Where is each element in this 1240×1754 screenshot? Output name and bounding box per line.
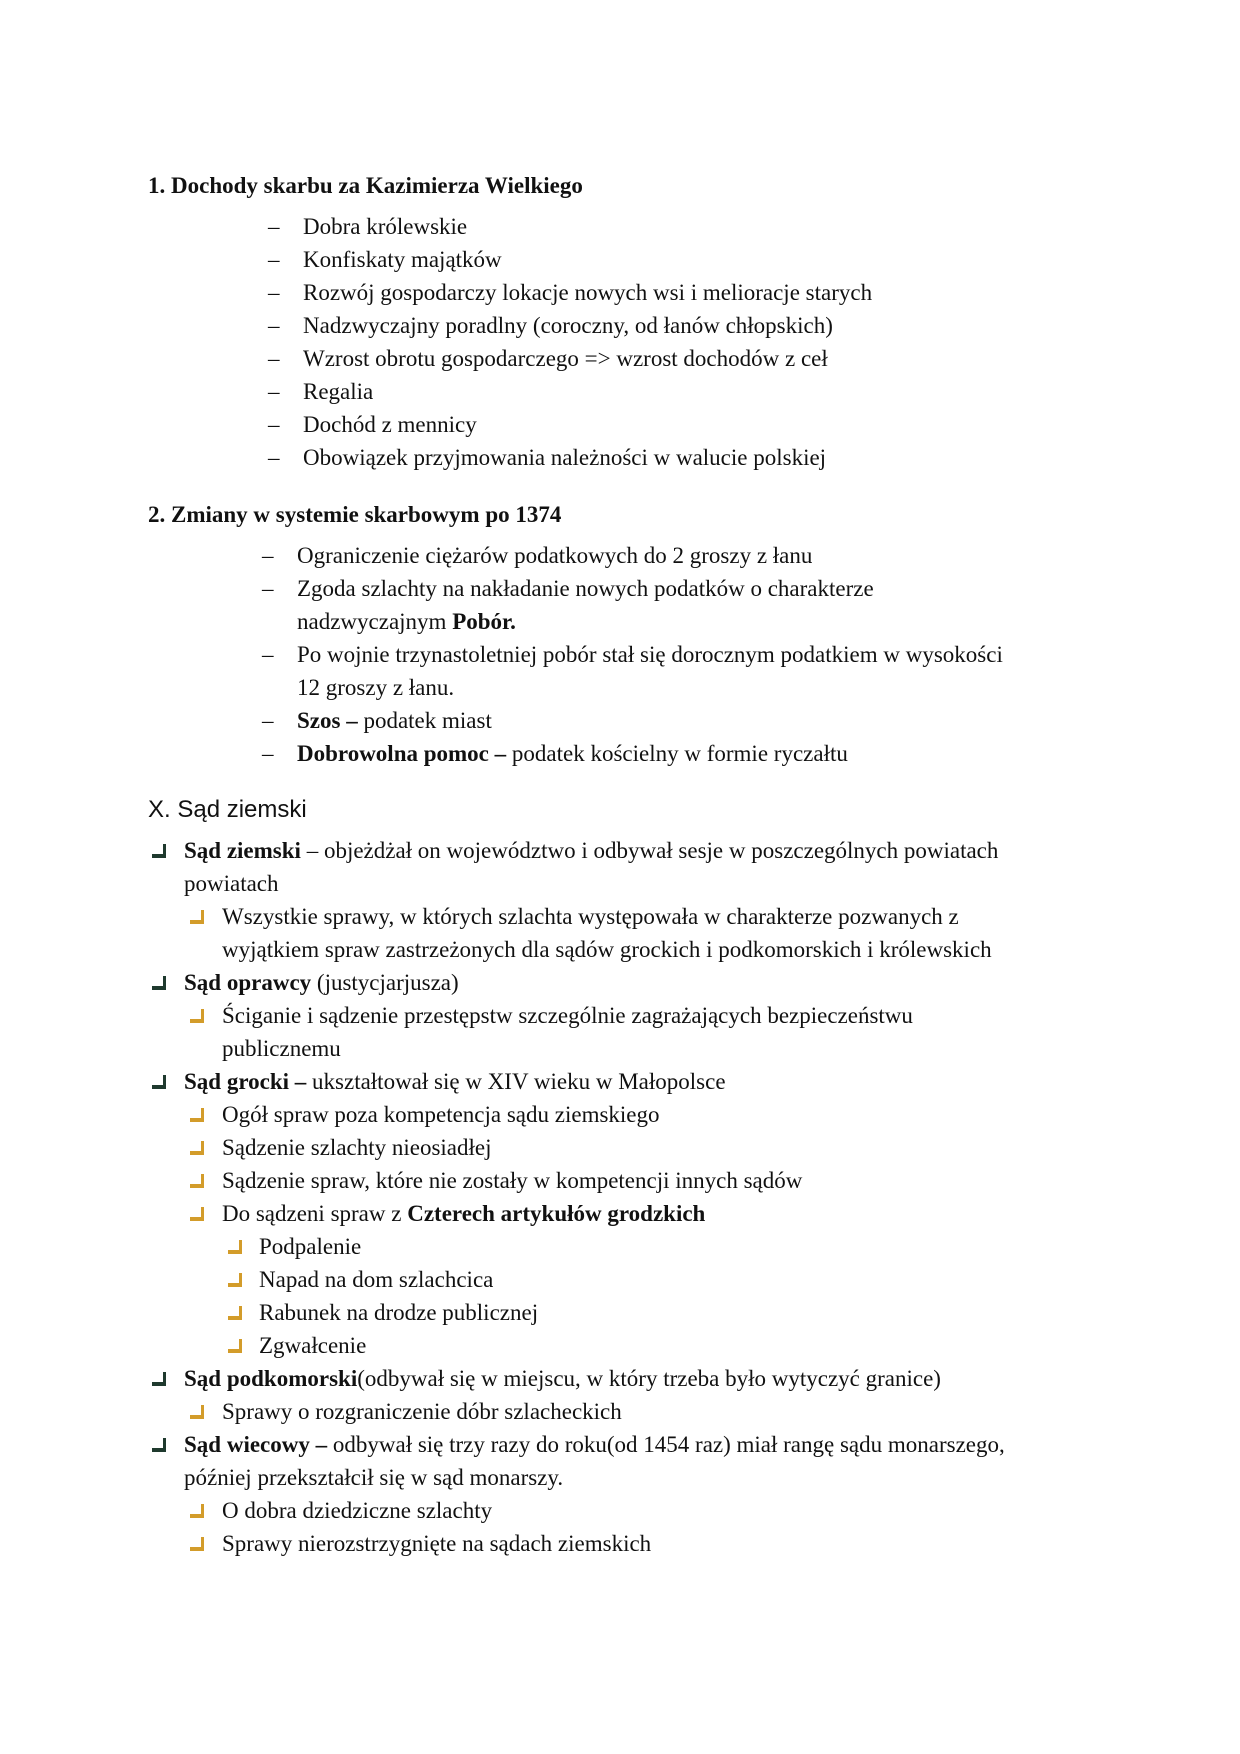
bullet-l2-icon: [190, 1504, 204, 1518]
bullet-l1-icon: [152, 844, 166, 858]
list-item: Napad na dom szlachcica: [259, 1267, 494, 1292]
bullet-l2-icon: [190, 910, 204, 924]
bullet-l3-icon: [228, 1339, 242, 1353]
bullet-l1-icon: [152, 1438, 166, 1452]
list-item: Sąd ziemski – objeżdżał on województwo i odbywał sesje w poszczególnych powiatach: [184, 838, 999, 863]
list-item: Sądzenie szlachty nieosiadłej: [222, 1135, 492, 1160]
bullet-l2-icon: [190, 1207, 204, 1221]
bullet-l2-icon: [190, 1174, 204, 1188]
list-item: Sprawy o rozgraniczenie dóbr szlacheckich: [222, 1399, 622, 1424]
list-item-continuation: publicznemu: [222, 1036, 341, 1061]
list-item-continuation: wyjątkiem spraw zastrzeżonych dla sądów grockich i podkomorskich i królewskich: [222, 937, 992, 962]
bullet-l2-icon: [190, 1009, 204, 1023]
list-item: Sprawy nierozstrzygnięte na sądach ziemskich: [222, 1531, 652, 1556]
dash-icon: –: [268, 313, 280, 338]
section-2-heading: 2. Zmiany w systemie skarbowym po 1374: [148, 502, 562, 527]
list-item: Podpalenie: [259, 1234, 362, 1259]
bullet-l3-icon: [228, 1273, 242, 1287]
dash-icon: –: [262, 708, 274, 733]
bullet-l1-icon: [152, 1075, 166, 1089]
list-item: Ogół spraw poza kompetencja sądu ziemskiego: [222, 1102, 660, 1127]
list-item-continuation: 12 groszy z łanu.: [297, 675, 455, 700]
list-item: Ściganie i sądzenie przestępstw szczególnie zagrażających bezpieczeństwu: [222, 1003, 913, 1028]
bullet-l1-icon: [152, 1372, 166, 1386]
list-item-continuation: powiatach: [184, 871, 279, 896]
bullet-l2-icon: [190, 1537, 204, 1551]
document-page: 1. Dochody skarbu za Kazimierza Wielkiego – Dobra królewskie – Konfiskaty majątków – Rozwój gospodarczy lokacje nowych wsi i melioracje starych – Nadzwyczajny poradlny (coroczny, od łanów chłopskich) – Wzrost obrotu gospodarczego => wzrost dochodów z ceł – Regalia – Dochód z mennicy – Obowiązek przyjmowania należności w walucie polskiej 2. Zmiany w systemie skarbowym po 1374 – Ograniczenie ciężarów podatkowych do 2 groszy z łanu – Zgoda szlachty na nakładanie nowych podatków o charakterze nadzwyczajnym Pobór. – Po wojnie trzynastoletniej pobór stał się dorocznym podatkiem w wysokości 12 groszy z łanu. – Szos – podatek miast – Dobrowolna pomoc – podatek kościelny w formie ryczałtu X. Sąd ziemski Sąd ziemski – objeżdżał on województwo i odbywał sesje w poszczególnych powiatach powiatach Wszystkie sprawy, w których szlachta występowała w charakterze pozwanych z wyjątkiem spraw zastrzeżonych dla sądów grockich i podkomorskich i królewskich Sąd oprawcy (justycjarjusza) Ściganie i sądzenie przestępstw szczególnie zagrażających bezpieczeństwu publicznemu Sąd grocki – ukształtował się w XIV wieku w Małopolsce Ogół spraw poza kompetencja sądu ziemskiego Sądzenie szlachty nieosiadłej Sądzenie spraw, które nie zostały w kompetencji innych sądów Do sądzeni spraw z Czterech artykułów grodzkich Podpalenie Napad na dom szlachcica Rabunek na drodze publicznej Zgwałcenie Sąd podkomorski(odbywał się w miejscu, w który trzeba było wytyczyć granice) Sprawy o rozgraniczenie dóbr szlacheckich Sąd wiecowy – odbywał się trzy razy do roku(od 1454 raz) miał rangę sądu monarszego, później przekształcił się w sąd monarszy. O dobra dziedziczne szlachty Sprawy nierozstrzygnięte na sądach ziemskich: [0, 0, 1240, 1754]
list-item: Sąd podkomorski(odbywał się w miejscu, w który trzeba było wytyczyć granice): [184, 1366, 941, 1391]
list-item: Rabunek na drodze publicznej: [259, 1300, 539, 1325]
bullet-l2-icon: [190, 1108, 204, 1122]
dash-icon: –: [262, 543, 274, 568]
dash-icon: –: [268, 214, 280, 239]
dash-icon: –: [268, 379, 280, 404]
list-item: Wszystkie sprawy, w których szlachta występowała w charakterze pozwanych z: [222, 904, 959, 929]
dash-icon: –: [262, 741, 274, 766]
section-x-heading: X. Sąd ziemski: [148, 796, 307, 823]
list-item: Sąd oprawcy (justycjarjusza): [184, 970, 459, 995]
list-item: O dobra dziedziczne szlachty: [222, 1498, 493, 1523]
list-item: Do sądzeni spraw z Czterech artykułów grodzkich: [222, 1201, 706, 1226]
dash-icon: –: [268, 346, 280, 371]
bullet-l2-icon: [190, 1405, 204, 1419]
list-item: Sąd wiecowy – odbywał się trzy razy do roku(od 1454 raz) miał rangę sądu monarszego,: [184, 1432, 1005, 1457]
dash-icon: –: [268, 247, 280, 272]
dash-icon: –: [268, 445, 280, 470]
bullet-l1-icon: [152, 976, 166, 990]
list-item: Zgwałcenie: [259, 1333, 367, 1358]
list-item-continuation: później przekształcił się w sąd monarszy.: [184, 1465, 564, 1490]
dash-icon: –: [268, 412, 280, 437]
list-item: Sąd grocki – ukształtował się w XIV wieku w Małopolsce: [184, 1069, 726, 1094]
bullet-l3-icon: [228, 1306, 242, 1320]
bullet-l3-icon: [228, 1240, 242, 1254]
list-item-continuation: nadzwyczajnym Pobór.: [297, 609, 516, 634]
dash-icon: –: [262, 576, 274, 601]
bullet-l2-icon: [190, 1141, 204, 1155]
dash-icon: –: [268, 280, 280, 305]
dash-icon: –: [262, 642, 274, 667]
list-item: Sądzenie spraw, które nie zostały w kompetencji innych sądów: [222, 1168, 803, 1193]
section-1-heading: 1. Dochody skarbu za Kazimierza Wielkiego: [148, 173, 583, 198]
